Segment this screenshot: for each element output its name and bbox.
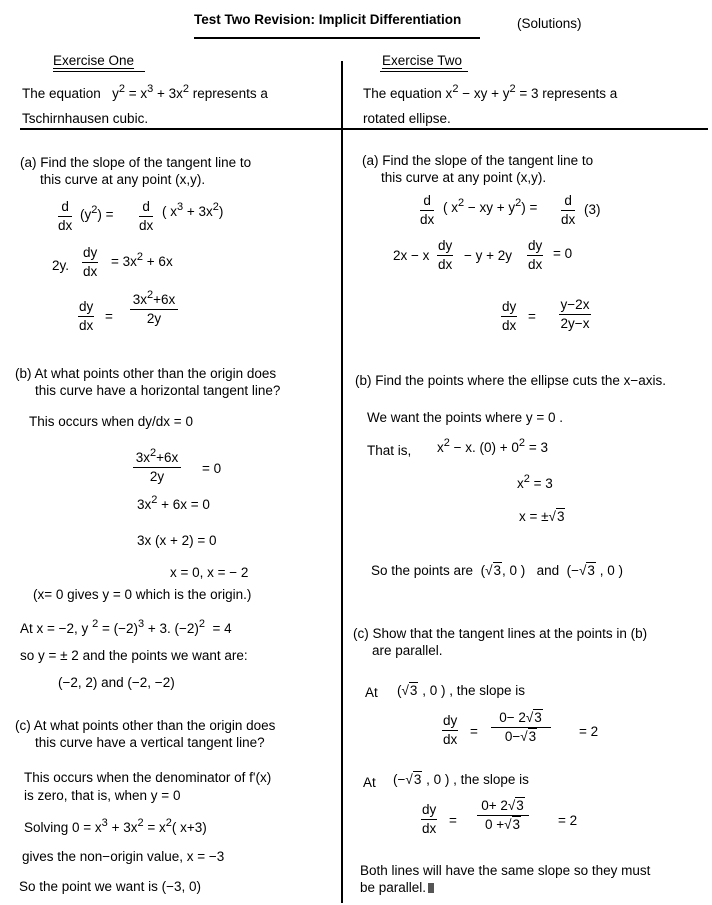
t: + 3. (−2) — [147, 621, 199, 636]
ex1-b-line3: 3x (x + 2) = 0 — [137, 533, 217, 548]
den: dx — [83, 263, 98, 279]
t: ) = — [97, 207, 114, 222]
ex2-a-eq2-part2: − y + 2y — [464, 248, 513, 263]
ex2-b-that: That is, — [367, 443, 412, 458]
ex2-c-equals2: = — [449, 813, 457, 828]
num: dy — [501, 299, 517, 317]
ex1-intro-line — [22, 83, 268, 102]
t: (− — [393, 772, 406, 787]
sup: 2 — [137, 817, 144, 829]
ex2-b-points — [371, 563, 623, 579]
num: d — [139, 199, 153, 217]
ex1-heading: Exercise One — [53, 53, 135, 68]
t: x — [437, 440, 444, 455]
num: dy — [78, 299, 94, 317]
num: dy — [421, 802, 437, 820]
ex1-b-eq0: = 0 — [202, 461, 222, 476]
t: , the slope is — [453, 772, 529, 787]
ex1-c-line1: This occurs when the denominator of f'(x) — [24, 770, 272, 785]
t: 0− 2 — [499, 710, 526, 725]
ex2-c-result1: = 2 — [579, 724, 599, 739]
ex2-a-dydx-2 — [527, 238, 543, 272]
sup: 2 — [118, 83, 125, 95]
t: − x. (0) + 0 — [453, 440, 519, 455]
ex2-a-ddx-left — [420, 193, 434, 227]
sup: 2 — [452, 83, 459, 95]
den: dx — [422, 820, 437, 836]
t: = (−2) — [101, 621, 138, 636]
ex1-b-occurs: This occurs when dy/dx = 0 — [29, 414, 193, 429]
t: 3x — [137, 497, 152, 512]
radicand: 3 — [493, 563, 502, 578]
den: dx — [79, 317, 94, 333]
ex1-b-line2 — [137, 494, 210, 513]
sqrt-symbol: √3 — [507, 798, 524, 813]
sup: 2 — [182, 83, 190, 95]
t: + 3x — [186, 204, 213, 219]
ex2-a-eq3-equals: = — [528, 309, 536, 324]
t: = 3 — [533, 476, 553, 491]
ex2-b-eq2 — [517, 473, 553, 492]
t: 0 ) — [433, 772, 450, 787]
qed-box-icon — [428, 883, 434, 893]
t: = 3 represents a — [519, 86, 618, 101]
t: = 3x — [111, 254, 137, 269]
ex2-c-equals1: = — [470, 724, 478, 739]
t: ) = — [521, 200, 538, 215]
ex1-b-frac — [133, 447, 181, 484]
den: dx — [502, 317, 517, 333]
ex1-b-so: so y = ± 2 and the points we want are: — [20, 648, 248, 663]
t: 3x — [135, 450, 150, 465]
t: = x — [147, 820, 166, 835]
ex2-a-eq1-right: (3) — [584, 202, 601, 217]
ex1-a-eq1-left — [80, 204, 114, 223]
ex2-c-dydx-1 — [442, 713, 458, 747]
ex1-c-solving — [24, 817, 207, 836]
num: d — [420, 193, 434, 211]
radicand: 3 — [587, 563, 595, 578]
radicand: 3 — [512, 816, 521, 832]
ex2-c-result2: = 2 — [558, 813, 578, 828]
t: x = ± — [519, 509, 549, 524]
ex1-part-b-question2: this curve have a horizontal tangent line? — [35, 383, 281, 398]
ex1-part-c-question: (c) At what points other than the origin does — [15, 718, 276, 733]
ex2-c-point1: (√3 , 0 ) , the slope is — [397, 683, 526, 698]
den: dx — [139, 217, 154, 233]
sup: 3 — [147, 83, 154, 95]
ex1-c-line4: gives the non−origin value, x = −3 — [22, 849, 225, 864]
ex2-a-eq3-frac — [559, 297, 591, 331]
header-divider — [20, 128, 708, 130]
ex1-a-dydx-2 — [78, 299, 94, 333]
sup: 2 — [151, 494, 158, 506]
sup: 2 — [515, 197, 522, 209]
sqrt-symbol: √3 — [548, 509, 565, 524]
ex2-c-dydx-2 — [421, 802, 437, 836]
title-underline — [194, 37, 480, 39]
den: dx — [438, 256, 453, 272]
ex1-b-line4: x = 0, x = − 2 — [170, 565, 249, 580]
ex2-part-b-question: (b) Find the points where the ellipse cuts the x−axis. — [355, 373, 667, 388]
ex1-b-line5: (x= 0 gives y = 0 which is the origin.) — [33, 587, 252, 602]
ex1-a-dydx — [82, 245, 98, 279]
ex1-intro-line2: Tschirnhausen cubic. — [22, 111, 149, 126]
sqrt-symbol: √3 — [405, 772, 422, 787]
num — [133, 447, 181, 468]
sup: 2 — [458, 197, 465, 209]
ex2-a-dydx-3 — [501, 299, 517, 333]
sup: 2 — [198, 618, 206, 630]
ex2-b-want: We want the points where y = 0 . — [367, 410, 563, 425]
t: − xy + y — [462, 86, 510, 101]
num: d — [561, 193, 575, 211]
num: dy — [442, 713, 458, 731]
num: dy — [527, 238, 543, 256]
t: (− — [566, 563, 579, 578]
den: 2y — [146, 310, 162, 326]
t: , 0 ) — [502, 563, 526, 578]
t: 0− — [504, 728, 521, 744]
t: The equation x — [363, 86, 453, 101]
ex2-c-point2: (−√3 , 0 ) , the slope is — [393, 772, 529, 787]
sqrt-symbol: √3 — [525, 710, 542, 725]
ex2-part-c-question2: are parallel. — [372, 643, 443, 658]
num: dy — [82, 245, 98, 263]
sqrt-symbol: √3 — [401, 683, 418, 698]
t: At x = −2, y — [20, 621, 89, 636]
num — [477, 798, 529, 816]
t: + 3x — [111, 820, 138, 835]
ex2-intro-line — [363, 83, 618, 102]
ex1-intro-y: y — [112, 86, 119, 101]
sup: 3 — [177, 201, 184, 213]
t: ( x — [162, 204, 177, 219]
ex1-a-ddx-left — [58, 199, 72, 233]
ex1-a-eq2-left: 2y. — [52, 258, 70, 273]
ex2-a-ddx-right — [561, 193, 575, 227]
radicand: 3 — [534, 710, 542, 725]
ex1-b-at — [20, 618, 232, 637]
t: ( — [397, 683, 402, 698]
ex1-a-eq1-right — [162, 201, 224, 220]
ex1-a-eq2-right — [111, 251, 173, 270]
num — [491, 710, 551, 728]
num — [130, 289, 178, 310]
t: ( — [480, 563, 486, 578]
ex2-c-end2 — [360, 880, 434, 896]
sup: 2 — [149, 447, 157, 459]
ex2-part-a-question: (a) Find the slope of the tangent line to — [362, 153, 594, 168]
den: 2y−x — [560, 315, 590, 331]
t: 3x — [132, 292, 147, 307]
ex1-a-ddx-right — [139, 199, 153, 233]
ex2-a-eq2-part3: = 0 — [553, 246, 573, 261]
ex1-a-eq3-frac — [130, 289, 178, 326]
sqrt-symbol: √3 — [520, 728, 537, 744]
sup: 2 — [443, 437, 450, 449]
sup: 3 — [101, 817, 108, 829]
t: 0+ 2 — [481, 798, 508, 813]
ex1-part-c-question2: this curve have a vertical tangent line? — [35, 735, 265, 750]
ex2-c-at2: At — [363, 775, 376, 790]
radicand: 3 — [516, 798, 524, 813]
ex1-c-line2: is zero, that is, when y = 0 — [24, 788, 181, 803]
column-divider — [341, 61, 343, 903]
sup: 3 — [137, 618, 145, 630]
ex2-a-eq1-left — [443, 197, 538, 216]
ex1-intro-eq: = x — [128, 86, 148, 101]
ex2-c-frac1 — [491, 710, 551, 744]
t: 0 + — [484, 816, 505, 832]
t: + 6x = 0 — [161, 497, 210, 512]
ex2-part-a-question2: this curve at any point (x,y). — [381, 170, 547, 185]
sup: 2 — [136, 251, 144, 263]
ex2-c-at1: At — [365, 685, 378, 700]
t: ( x — [443, 200, 458, 215]
t: + 6x — [146, 254, 173, 269]
sup: 2 — [523, 473, 530, 485]
t: , 0 ) — [599, 563, 623, 578]
den — [491, 728, 551, 745]
sup: 2 — [92, 618, 99, 630]
num: dy — [437, 238, 453, 256]
num: d — [58, 199, 72, 217]
den: dx — [420, 211, 435, 227]
ex2-b-eq3 — [519, 509, 565, 525]
ex2-heading-rule — [380, 71, 468, 72]
t: So the points are — [371, 563, 474, 578]
ex1-intro-text: The equation — [22, 86, 101, 101]
den: dx — [561, 211, 576, 227]
sqrt-symbol: √3 — [485, 563, 502, 578]
ex1-heading-rule — [53, 71, 145, 72]
ex1-part-a-question2: this curve at any point (x,y). — [40, 172, 206, 187]
num: y−2x — [559, 297, 591, 315]
page-title: Test Two Revision: Implicit Differentiation — [194, 12, 462, 27]
ex2-a-dydx-1 — [437, 238, 453, 272]
t: 0 ) — [429, 683, 446, 698]
den: dx — [528, 256, 543, 272]
ex1-b-points: (−2, 2) and (−2, −2) — [58, 675, 175, 690]
t: Solving 0 = x — [24, 820, 102, 835]
ex2-a-eq2-part1: 2x − x — [393, 248, 430, 263]
den: dx — [58, 217, 73, 233]
t: = 4 — [212, 621, 232, 636]
sqrt-symbol: √3 — [579, 563, 595, 578]
den: dx — [443, 731, 458, 747]
t: ) — [218, 204, 224, 219]
t: (y — [80, 207, 92, 222]
radicand: 3 — [528, 728, 537, 744]
sup: 2 — [165, 817, 172, 829]
t: = 3 — [528, 440, 548, 455]
den — [477, 816, 529, 833]
t: +6x — [156, 450, 179, 465]
ex1-a-eq3-equals: = — [105, 309, 113, 324]
sqrt-symbol: √3 — [504, 816, 521, 832]
radicand: 3 — [556, 509, 565, 524]
ex1-part-a-question: (a) Find the slope of the tangent line to — [20, 155, 252, 170]
page-subtitle: (Solutions) — [517, 16, 582, 31]
ex2-part-c-question: (c) Show that the tangent lines at the points in (b) — [353, 626, 648, 641]
t: x — [517, 476, 524, 491]
t: +6x — [153, 292, 176, 307]
radicand: 3 — [409, 683, 418, 698]
ex1-c-line5: So the point we want is (−3, 0) — [19, 879, 201, 894]
t: , the slope is — [449, 683, 526, 698]
ex2-c-end1: Both lines will have the same slope so they must — [360, 863, 651, 878]
ex2-c-frac2 — [477, 798, 529, 832]
ex2-b-eq1 — [437, 437, 548, 456]
den: 2y — [149, 468, 165, 484]
sup: 2 — [146, 289, 154, 301]
t: and — [536, 563, 560, 578]
sup: 2 — [91, 204, 98, 216]
sup: 2 — [212, 201, 219, 213]
sup: 2 — [518, 437, 526, 449]
ex1-intro-eq: represents a — [192, 86, 268, 101]
t: ( x+3) — [171, 820, 207, 835]
radicand: 3 — [413, 772, 422, 787]
ex2-heading: Exercise Two — [382, 53, 463, 68]
ex1-part-b-question: (b) At what points other than the origin does — [15, 366, 277, 381]
t: − xy + y — [467, 200, 516, 215]
sup: 2 — [509, 83, 516, 95]
t: be parallel. — [360, 880, 427, 895]
ex1-intro-eq: + 3x — [157, 86, 183, 101]
ex2-intro-line2: rotated ellipse. — [363, 111, 451, 126]
